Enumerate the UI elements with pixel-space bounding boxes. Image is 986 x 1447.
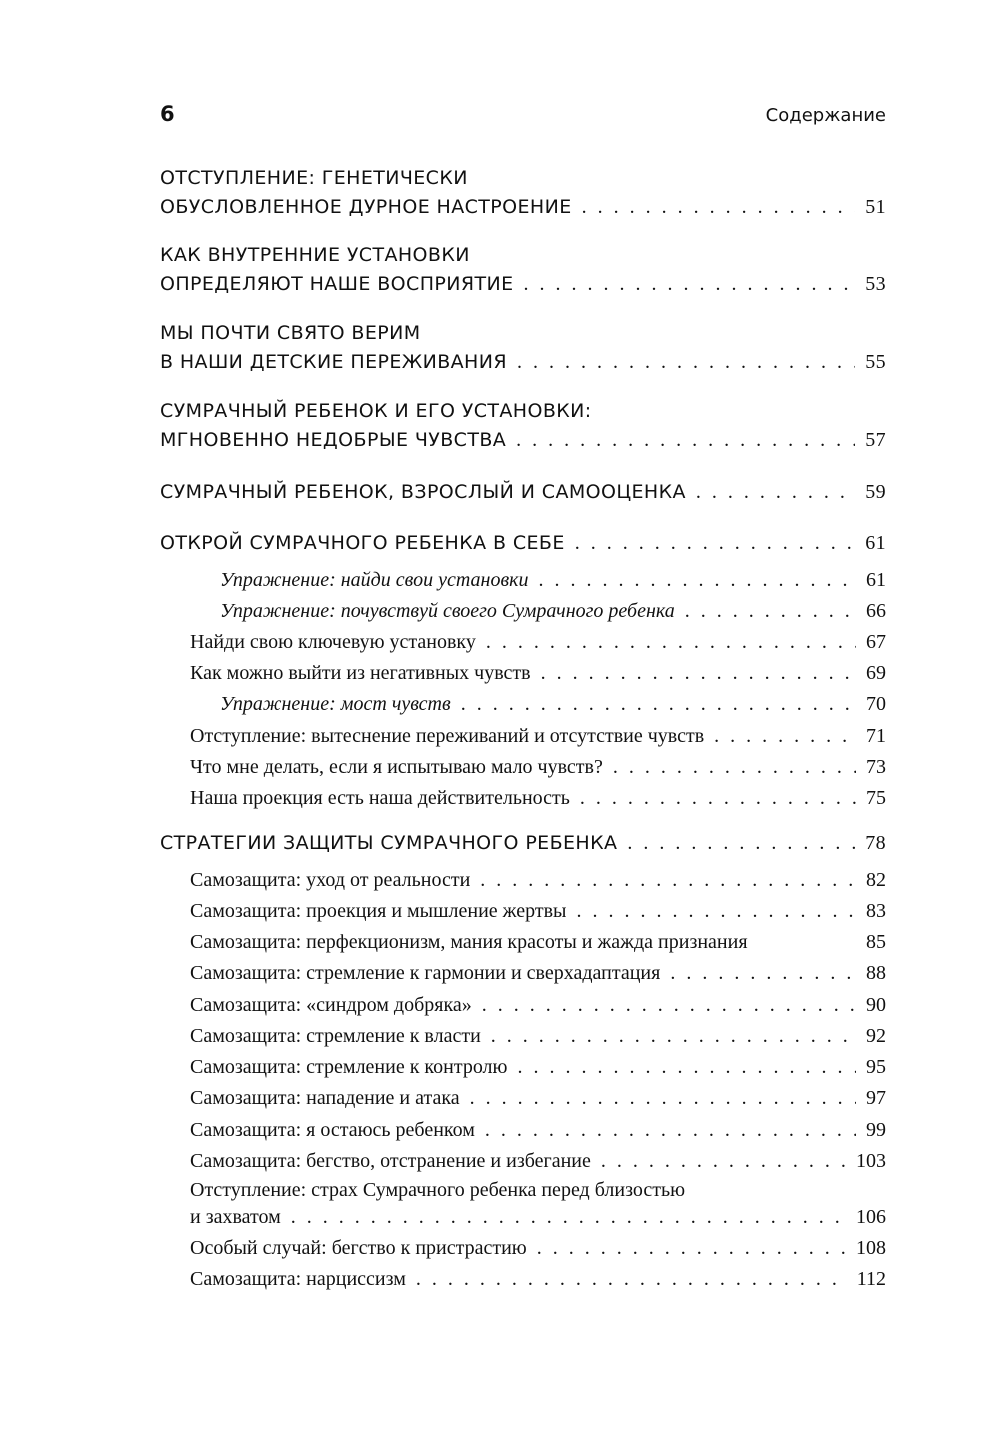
toc-entry-title: Самозащита: стремление к контролю (190, 1056, 508, 1078)
toc-entry-title: Самозащита: проекция и мышление жертвы (190, 900, 567, 922)
toc-entry-title: СУМРАЧНЫЙ РЕБЕНОК, ВЗРОСЛЫЙ И САМООЦЕНКА (160, 481, 686, 503)
running-header-title: Содержание (765, 105, 886, 126)
toc-entry-title-line1: КАК ВНУТРЕННИЕ УСТАНОВКИ (160, 244, 470, 266)
dot-leader (576, 900, 856, 923)
toc-entry-title: Самозащита: нападение и атака (190, 1087, 460, 1109)
dot-leader (480, 869, 856, 892)
toc-section-entry[interactable] (190, 994, 886, 1017)
toc-section-entry[interactable] (190, 662, 886, 685)
toc-entry-title: Самозащита: стремление к власти (190, 1025, 481, 1047)
toc-page-number: 103 (856, 1150, 886, 1172)
dot-leader (491, 1025, 856, 1048)
dot-leader (524, 273, 856, 296)
dot-leader (696, 481, 855, 504)
toc-entry-title: ОТКРОЙ СУМРАЧНОГО РЕБЕНКА В СЕБЕ (160, 532, 565, 554)
toc-section-entry[interactable] (190, 900, 886, 923)
toc-page-number: 55 (865, 351, 886, 373)
toc-section-entry[interactable] (190, 962, 886, 985)
toc-page-number: 106 (856, 1206, 886, 1228)
toc-chapter-entry[interactable] (160, 322, 886, 374)
dot-leader (482, 994, 856, 1017)
toc-page-number: 90 (866, 994, 886, 1016)
toc-entry-title: Самозащита: уход от реальности (190, 869, 471, 891)
toc-entry-title: Самозащита: стремление к гармонии и сверхадаптация (190, 962, 661, 984)
toc-entry-title: ОБУСЛОВЛЕННОЕ ДУРНОЕ НАСТРОЕНИЕ (160, 196, 572, 218)
toc-page-number: 69 (866, 662, 886, 684)
dot-leader (470, 1087, 856, 1110)
toc-section-entry[interactable] (190, 756, 886, 779)
toc-page-number: 82 (866, 869, 886, 891)
toc-page-number: 51 (865, 196, 886, 218)
dot-leader (517, 351, 855, 374)
dot-leader (580, 787, 856, 810)
toc-entry-title: Самозащита: перфекционизм, мания красоты и жажда признания (190, 931, 748, 953)
dot-leader (537, 1237, 846, 1260)
dot-leader (714, 725, 856, 748)
dot-leader (517, 1056, 856, 1079)
toc-page-number: 73 (866, 756, 886, 778)
dot-leader (539, 569, 857, 592)
toc-page-number: 71 (866, 725, 886, 747)
toc-section-entry[interactable] (190, 631, 886, 654)
dot-leader (485, 1119, 856, 1142)
dot-leader (291, 1206, 846, 1229)
toc-page-number: 108 (856, 1237, 886, 1259)
toc-section-entry[interactable] (190, 725, 886, 748)
toc-entry-title: Найди свою ключевую установку (190, 631, 476, 653)
dot-leader (627, 832, 855, 855)
toc-page-number: 112 (856, 1268, 886, 1290)
dot-leader (685, 600, 856, 623)
toc-entry-title: Наша проекция есть наша действительность (190, 787, 570, 809)
toc-section-entry[interactable] (190, 931, 886, 954)
toc-entry-title: Самозащита: нарциссизм (190, 1268, 406, 1290)
toc-page-number: 53 (865, 273, 886, 295)
toc-entry-title: ОПРЕДЕЛЯЮТ НАШЕ ВОСПРИЯТИЕ (160, 273, 514, 295)
toc-section-entry[interactable] (190, 1237, 886, 1260)
toc-page-number: 97 (866, 1087, 886, 1109)
toc-section-entry[interactable] (190, 1087, 886, 1110)
toc-page-number: 88 (866, 962, 886, 984)
toc-entry-title: Упражнение: почувствуй своего Сумрачного ребенка (220, 600, 675, 622)
toc-entry-title: В НАШИ ДЕТСКИЕ ПЕРЕЖИВАНИЯ (160, 351, 507, 373)
toc-page-number: 78 (865, 832, 886, 854)
dot-leader (613, 756, 856, 779)
toc-entry-title: Упражнение: мост чувств (220, 693, 451, 715)
toc-chapter-entry[interactable] (160, 832, 886, 855)
toc-section-entry[interactable] (190, 1179, 886, 1229)
dot-leader (582, 196, 856, 219)
toc-entry-title-line1: МЫ ПОЧТИ СВЯТО ВЕРИМ (160, 322, 421, 344)
dot-leader (575, 532, 855, 555)
dot-leader (601, 1150, 846, 1173)
dot-leader (670, 962, 856, 985)
toc-entry-title-line1: ОТСТУПЛЕНИЕ: ГЕНЕТИЧЕСКИ (160, 167, 468, 189)
toc-entry-title: и захватом (190, 1206, 281, 1228)
toc-chapter-entry[interactable] (160, 244, 886, 296)
toc-section-entry[interactable] (190, 1150, 886, 1173)
toc-section-entry[interactable] (190, 1025, 886, 1048)
toc-chapter-entry[interactable] (160, 481, 886, 504)
toc-entry-title: Самозащита: я остаюсь ребенком (190, 1119, 475, 1141)
dot-leader (516, 429, 855, 452)
toc-chapter-entry[interactable] (160, 532, 886, 555)
toc-page-number: 75 (866, 787, 886, 809)
toc-exercise-entry[interactable] (220, 600, 886, 623)
toc-entry-title: Как можно выйти из негативных чувств (190, 662, 531, 684)
dot-leader (486, 631, 856, 654)
toc-chapter-entry[interactable] (160, 167, 886, 219)
toc-page-number: 61 (865, 532, 886, 554)
dot-leader (541, 662, 856, 685)
toc-section-entry[interactable] (190, 869, 886, 892)
toc-page-number: 85 (866, 931, 886, 953)
toc-entry-title: Самозащита: «синдром добряка» (190, 994, 472, 1016)
toc-entry-title-line1: СУМРАЧНЫЙ РЕБЕНОК И ЕГО УСТАНОВКИ: (160, 400, 592, 422)
toc-page-number: 61 (866, 569, 886, 591)
toc-entry-title-line1: Отступление: страх Сумрачного ребенка перед близостью (190, 1179, 686, 1201)
toc-chapter-entry[interactable] (160, 400, 886, 452)
toc-entry-title: СТРАТЕГИИ ЗАЩИТЫ СУМРАЧНОГО РЕБЕНКА (160, 832, 618, 854)
toc-page-number: 95 (866, 1056, 886, 1078)
toc-entry-title: Отступление: вытеснение переживаний и отсутствие чувств (190, 725, 705, 747)
toc-section-entry[interactable] (190, 1268, 886, 1291)
toc-page-number: 70 (866, 693, 886, 715)
toc-entry-title: Самозащита: бегство, отстранение и избегание (190, 1150, 591, 1172)
dot-leader (416, 1268, 847, 1291)
toc-entry-title: МГНОВЕННО НЕДОБРЫЕ ЧУВСТВА (160, 429, 507, 451)
toc-page-number: 59 (865, 481, 886, 503)
toc-page-number: 99 (866, 1119, 886, 1141)
toc-page-number: 92 (866, 1025, 886, 1047)
toc-page-number: 57 (865, 429, 886, 451)
toc-section-entry[interactable] (190, 1119, 886, 1142)
page-number: 6 (160, 102, 175, 126)
toc-entry-title: Особый случай: бегство к пристрастию (190, 1237, 527, 1259)
toc-page-number: 67 (866, 631, 886, 653)
toc-page-number: 66 (866, 600, 886, 622)
toc-exercise-entry[interactable] (220, 569, 886, 592)
toc-entry-title: Что мне делать, если я испытываю мало чувств? (190, 756, 603, 778)
dot-leader (461, 693, 856, 716)
toc-entry-title: Упражнение: найди свои установки (220, 569, 529, 591)
toc-section-entry[interactable] (190, 1056, 886, 1079)
toc-exercise-entry[interactable] (220, 693, 886, 716)
toc-section-entry[interactable] (190, 787, 886, 810)
toc-page-number: 83 (866, 900, 886, 922)
